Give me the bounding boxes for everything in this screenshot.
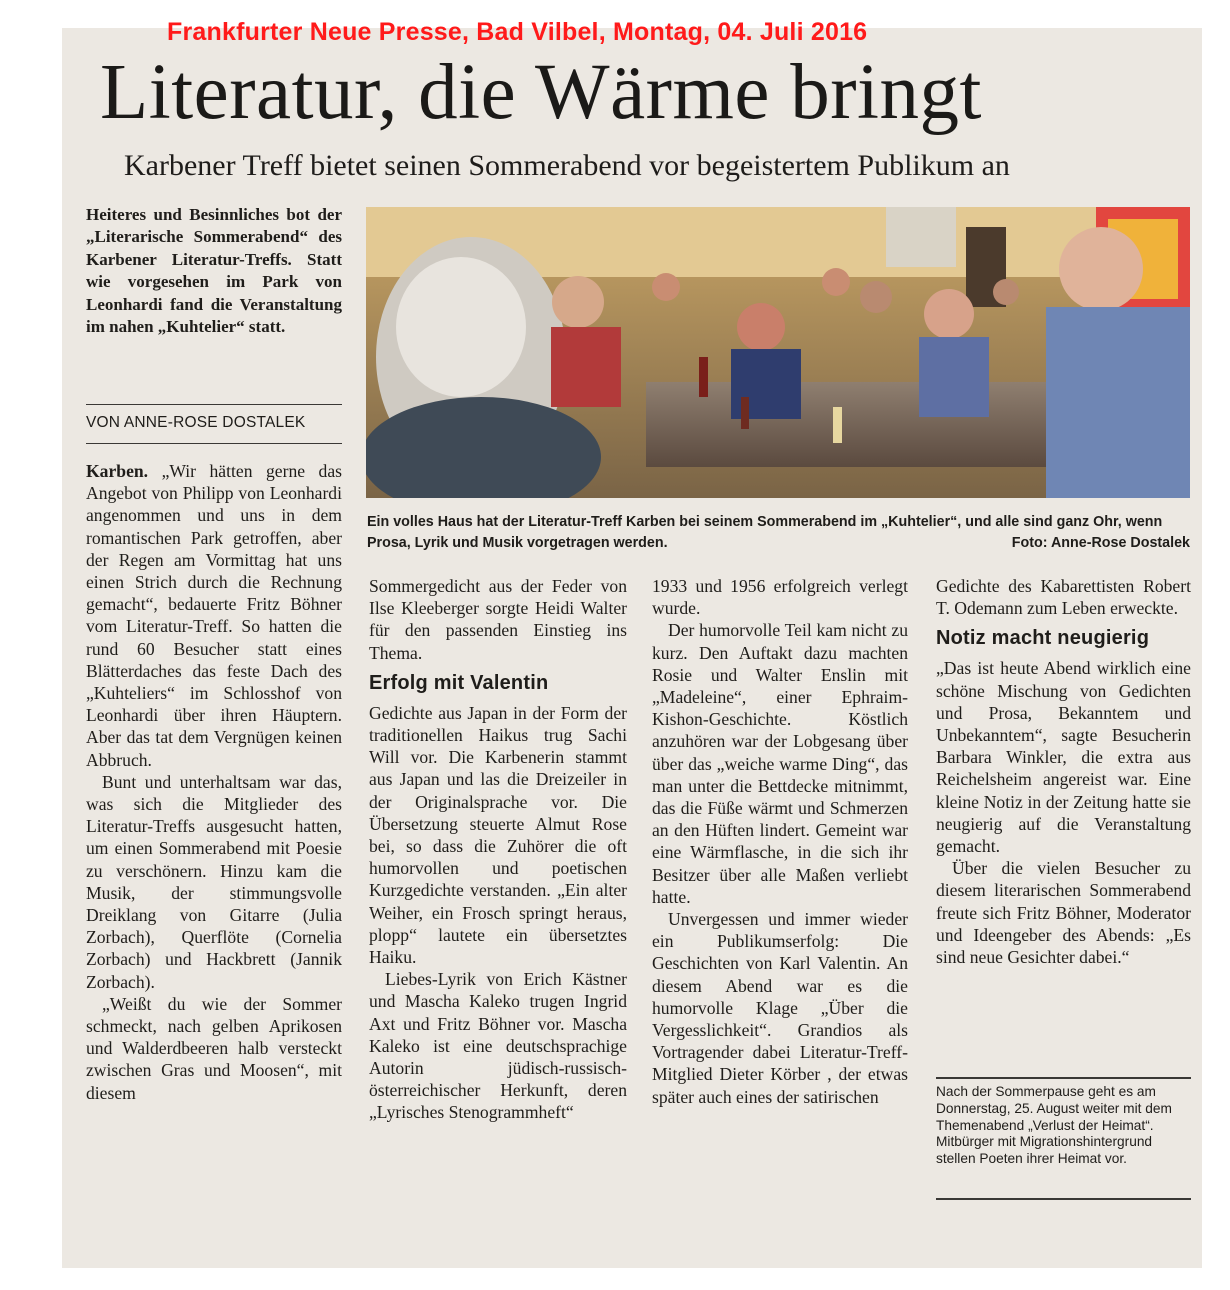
column4-paragraph-2: „Das ist heute Abend wirklich eine schöne Mischung von Gedichten und Prosa, Bekanntem und Unbekanntem“, sagte Besucherin Barbara Winkler, die extra aus Reichelsheim angereist war. Eine kleine Notiz in der Zeitung hatte sie neugierig auf die Veranstaltung gemacht. [936,658,1191,857]
lead-paragraph: Heiteres und Besinnliches bot der „Literarische Sommerabend“ des Karbener Literatur-Treffs. Statt wie vorgesehen im Park von Leonhardi fand die Veranstaltung im nahen „Kuhtelier“ statt. [86,205,342,337]
column4-paragraph-1: Gedichte des Kabarettisten Robert T. Odemann zum Leben erweckte. [936,576,1191,619]
byline-rule-bottom [86,443,342,444]
column2-paragraph-2: Gedichte aus Japan in der Form der traditionellen Haikus trug Sachi Will vor. Die Karbenerin stammt aus Japan und las die Dreizeiler in der Originalsprache vor. Die Übersetzung steuerte Almut Rose bei, so dass die Zuhörer die oft humorvollen und poetischen Kurzgedichte verstanden. „Ein alter Weiher, ein Frosch springt heraus, plopp“ lautete ein übersetztes Haiku. [369,702,627,968]
source-line: Frankfurter Neue Presse, Bad Vilbel, Montag, 04. Juli 2016 [167,18,868,46]
photo-caption [367,512,1190,554]
column1-paragraph-2: Bunt und unterhaltsam war das, was sich die Mitglieder des Literatur-Treffs ausgesucht hatten, um einen Sommerabend mit Poesie zu verschönern. Hinzu kam die Musik, der stimmungsvolle Dreiklang von Gitarre (Julia Zorbach), Querflöte (Cornelia Zorbach) und Hackbrett (Jannik Zorbach). [86,771,342,992]
article-column-2 [369,575,627,1124]
byline-rule-top [86,404,342,405]
column2-paragraph-3: Liebes-Lyrik von Erich Kästner und Mascha Kaleko trugen Ingrid Axt und Fritz Böhner vor. Mascha Kaleko ist eine deutschsprachige Autorin jüdisch-russisch-österreichischer Herkunft, deren „Lyrisches Stenogrammheft“ [369,969,627,1123]
photo-credit: Foto: Anne-Rose Dostalek [1011,535,1190,551]
subheadline: Karbener Treff bietet seinen Sommerabend vor begeistertem Publikum an [124,149,1010,182]
column2-paragraph-1: Sommergedicht aus der Feder von Ilse Kleeberger sorgte Heidi Walter für den passenden Einstieg ins Thema. [369,576,627,663]
column4-paragraph-3: Über die vielen Besucher zu diesem literarischen Sommerabend freute sich Fritz Böhner, Moderator und Ideengeber des Abends: „Es sind neue Gesichter dabei.“ [936,858,1191,968]
column3-paragraph-3: Unvergessen und immer wieder ein Publikumserfolg: Die Geschichten von Karl Valentin. An diesem Abend war es die humorvolle Klage „Über die Vergesslichkeit“. Grandios als Vortragender dabei Literatur-Treff-Mitglied Dieter Körber , der etwas später auch eines der satirischen [652,909,908,1107]
column1-paragraph-1: „Wir hätten gerne das Angebot von Philipp von Leonhardi angenommen und uns in dem romantischen Park getroffen, aber der Regen am Vormittag hat uns einen Strich durch die Rechnung gemacht“, bedauerte Fritz Böhner vom Literatur-Treff. So hatten die rund 60 Besucher statt eines Blätterdaches das feste Dach des „Kuhteliers“ im Schlosshof von Leonhardi über ihren Häuptern. Aber das tat dem Vergnügen keinen Abbruch. [86,461,342,770]
info-note: Nach der Sommerpause geht es am Donnerstag, 25. August weiter mit dem Themenabend „Verlust der Heimat“. Mitbürger mit Migrationshintergrund stellen Poeten ihrer Heimat vor. [936,1084,1172,1167]
event-photo [366,207,1190,498]
column3-paragraph-1: 1933 und 1956 erfolgreich verlegt wurde. [652,576,908,619]
caption-text: Ein volles Haus hat der Literatur-Treff Karben bei seinem Sommerabend im „Kuhtelier“, und alle sind ganz Ohr, wenn Prosa, Lyrik und Musik vorgetragen werden. [367,514,1163,551]
article-column-1 [86,460,342,1104]
note-rule-top [936,1077,1191,1079]
headline: Literatur, die Wärme bringt [100,49,982,136]
note-rule-bottom [936,1198,1191,1200]
column1-paragraph-3: „Weißt du wie der Sommer schmeckt, nach gelben Aprikosen und Walderdbeeren halb versteckt zwischen Gras und Moosen“, mit diesem [86,993,342,1103]
article-column-4 [936,575,1191,968]
subhead-notiz-macht-neugierig: Notiz macht neugierig [936,627,1150,650]
subhead-erfolg-mit-valentin: Erfolg mit Valentin [369,671,549,694]
byline: VON ANNE-ROSE DOSTALEK [86,414,306,431]
article-column-3 [652,575,908,1108]
column3-paragraph-2: Der humorvolle Teil kam nicht zu kurz. Den Auftakt dazu machten Rosie und Walter Enslin mit „Madeleine“, einer Ephraim-Kishon-Geschichte. Köstlich anzuhören war der Lobgesang über über das „weiche warme Ding“, das man unter die Bettdecke mitnimmt, das die Füße wärmt und Schmerzen an den Hüften lindert. Gemeint war eine Wärmflasche, in die sich ihr Besitzer über alle Maßen verliebt hatte. [652,620,908,907]
dateline: Karben. [86,461,149,481]
